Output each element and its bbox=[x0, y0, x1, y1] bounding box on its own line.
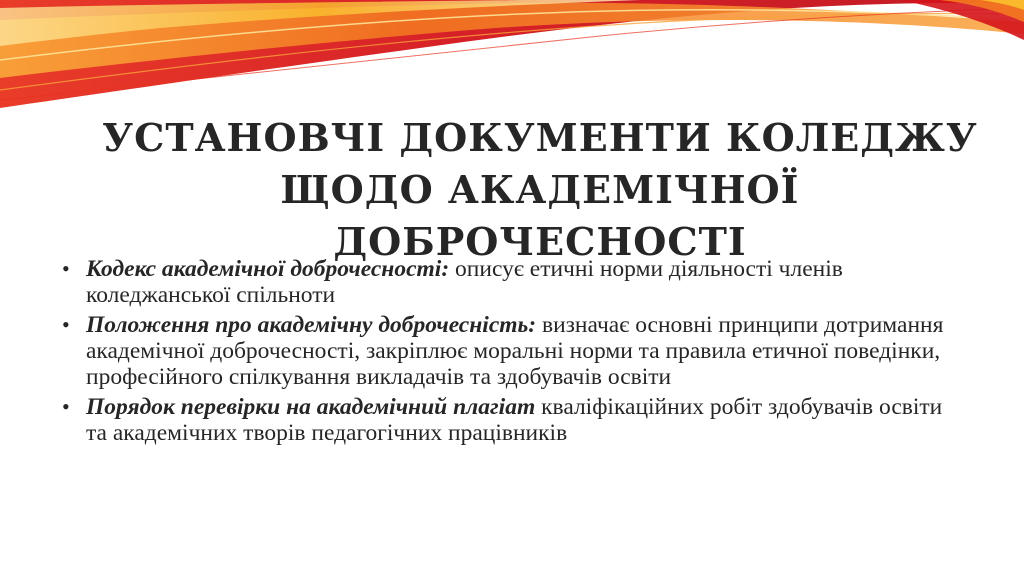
bullet-term: Кодекс академічної доброчесності: bbox=[86, 256, 450, 282]
bullet-item bbox=[62, 256, 962, 308]
bullet-text: описує етичні норми діяльності членів коледжанської спільноти bbox=[86, 256, 843, 308]
slide-title bbox=[90, 112, 990, 268]
title-line-2: ЩОДО АКАДЕМІЧНОЇ ДОБРОЧЕСНОСТІ bbox=[280, 167, 800, 264]
bullet-term: Порядок перевірки на академічний плагіат bbox=[86, 394, 536, 420]
bullet-term: Положення про академічну доброчесність: bbox=[86, 312, 537, 338]
title-line-1: УСТАНОВЧІ ДОКУМЕНТИ КОЛЕДЖУ bbox=[102, 115, 978, 160]
bullet-text: визначає основні принципи дотримання академічної доброчесності, закріплює моральні норми та правила етичної поведінки, професійного спілкування викладачів та здобувачів освіти bbox=[86, 312, 944, 390]
bullet-item bbox=[62, 394, 962, 446]
bullet-item bbox=[62, 312, 962, 390]
bullet-dot-icon: • bbox=[62, 394, 70, 419]
bullet-text: кваліфікаційних робіт здобувачів освіти та академічних творів педагогічних працівників bbox=[86, 394, 943, 446]
bullet-dot-icon: • bbox=[62, 256, 70, 281]
bullet-list bbox=[62, 256, 962, 450]
bullet-dot-icon: • bbox=[62, 312, 70, 337]
